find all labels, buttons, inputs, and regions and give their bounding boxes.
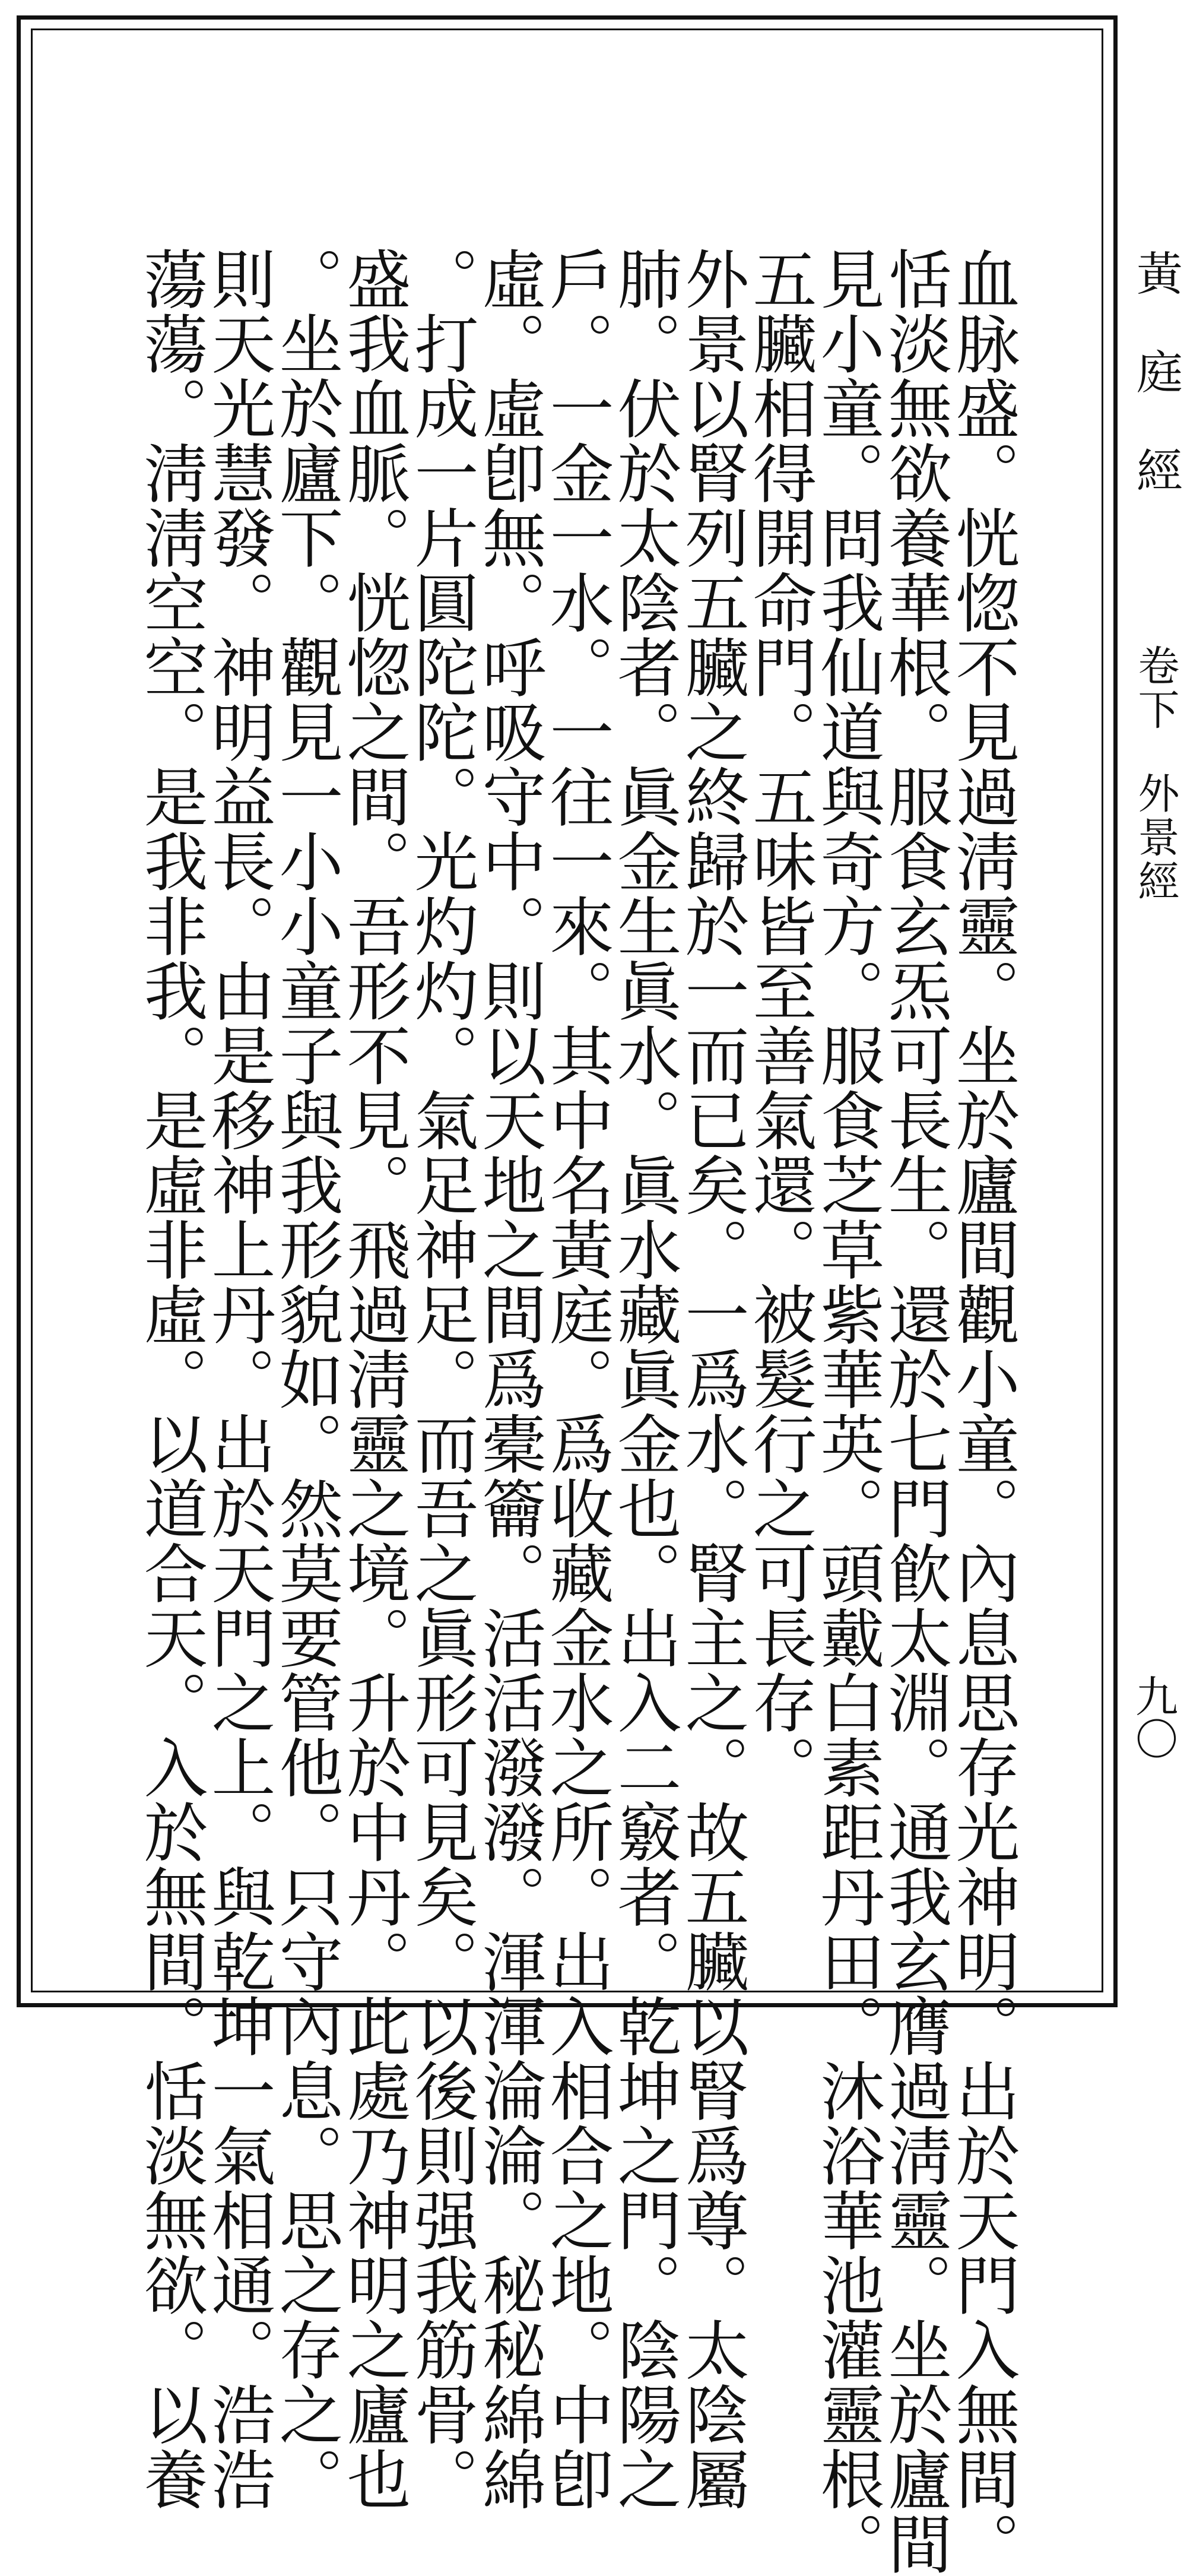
text-column-12: 則天光慧發。神明益長。由是移神上丹。出於天門之上。與乾坤一氣相通。浩浩 [201, 246, 275, 2511]
text-column-11: 。坐於廬下。觀見一小小童子與我形貌如。然莫要管他。只守內息。思之存之。 [268, 246, 342, 2511]
text-column-13: 蕩蕩。淸淸空空。是我非我。是虛非虛。以道合天。入於無間。恬淡無欲。以養 [133, 246, 207, 2511]
section-label: 外景經 [1131, 772, 1180, 904]
text-column-1: 血脉盛。恍惚不見過淸靈。坐於廬間觀小童。內息思存光神明。出於天門入無間。 [945, 246, 1019, 2576]
text-column-2: 恬淡無欲養華根。服食玄炁可長生。還於七門飮太淵。通我玄膺過淸靈。坐於廬間 [877, 246, 951, 2576]
text-column-10: 盛我血脈。恍惚之間。吾形不見。飛過淸靈之境。升於中丹。此處乃神明之廬也 [336, 246, 410, 2511]
text-column-6: 肺。伏於太陰者。眞金生眞水。眞水藏眞金也。出入二竅者。乾坤之門。陰陽之 [607, 246, 681, 2511]
text-column-3: 見小童。問我仙道與奇方。服食芝草紫華英。頭戴白素距丹田。沐浴華池灌靈根。 [810, 246, 884, 2576]
text-column-5: 外景以腎列五臟之終歸於一而已矣。一爲水。腎主之。故五臟以腎爲尊。太陰屬 [674, 246, 748, 2511]
text-column-4: 五臟相得開命門。五味皆至善氣還。被髮行之可長存。 [742, 246, 816, 1799]
text-column-8: 虛。虛卽無。呼吸守中。則以天地之間爲橐籥。活活潑潑。渾渾淪淪。秘秘綿綿 [471, 246, 545, 2511]
chapter-label: 卷下 [1131, 644, 1180, 732]
text-column-9: 。打成一片圓陀陀。光灼灼。氣足神足。而吾之眞形可見矣。以後則强我筋骨。 [404, 246, 478, 2511]
book-title: 黃庭經 [1129, 249, 1182, 545]
text-column-7: 戶。一金一水。一往一來。其中名黃庭。爲收藏金水之所。出入相合之地。中卽 [539, 246, 613, 2511]
page-number: 九〇 [1128, 1674, 1178, 1760]
